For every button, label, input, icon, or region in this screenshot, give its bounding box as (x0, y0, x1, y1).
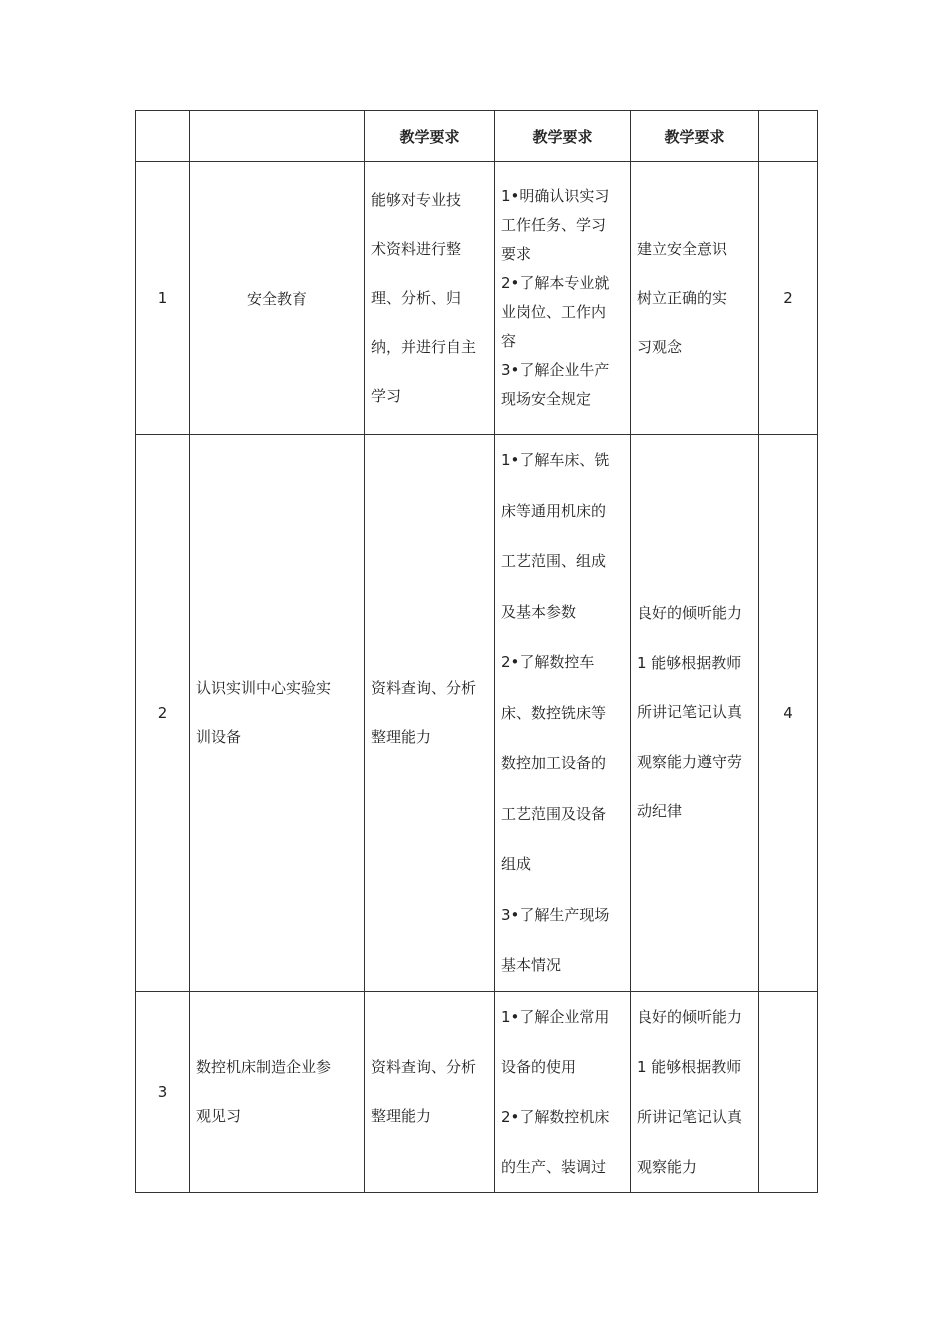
header-cell (190, 111, 365, 162)
table-header-row (136, 111, 818, 162)
table-row (136, 162, 818, 435)
row-hours: 2 (759, 162, 818, 435)
row-item: 安全教育 (190, 162, 365, 435)
row-quality: 良好的倾听能力 1 能够根据教师 所讲记笔记认真 观察能力遵守劳 动纪律 (631, 435, 759, 992)
row-item: 认识实训中心实验实 训设备 (190, 435, 365, 992)
header-cell: 教学要求 (631, 111, 759, 162)
row-number: 1 (136, 162, 190, 435)
row-quality: 建立安全意识 树立正确的实 习观念 (631, 162, 759, 435)
row-ability: 资料查询、分析 整理能力 (365, 991, 495, 1192)
table-row (136, 991, 818, 1192)
row-hours (759, 991, 818, 1192)
teaching-requirements-table (135, 110, 818, 1193)
header-cell: 教学要求 (365, 111, 495, 162)
row-knowledge: 1•了解企业常用 设备的使用 2•了解数控机床 的生产、装调过 (495, 991, 631, 1192)
row-quality: 良好的倾听能力 1 能够根据教师 所讲记笔记认真 观察能力 (631, 991, 759, 1192)
row-knowledge: 1•明确认识实习 工作任务、学习 要求 2•了解本专业就 业岗位、工作内 容 3•了解企业牛产 现场安全规定 (495, 162, 631, 435)
header-cell: 教学要求 (495, 111, 631, 162)
row-ability: 资料查询、分析 整理能力 (365, 435, 495, 992)
row-number: 3 (136, 991, 190, 1192)
row-knowledge: 1•了解车床、铣 床等通用机床的 工艺范围、组成 及基本参数 2•了解数控车 床、数控铣床等 数控加工设备的 工艺范围及设备 组成 3•了解生产现场 基本情况 (495, 435, 631, 992)
header-cell (136, 111, 190, 162)
table-row (136, 435, 818, 992)
row-ability: 能够对专业技 术资料进行整 理、分析、归 纳，并进行自主 学习 (365, 162, 495, 435)
row-item: 数控机床制造企业参 观见习 (190, 991, 365, 1192)
row-hours: 4 (759, 435, 818, 992)
header-cell (759, 111, 818, 162)
row-number: 2 (136, 435, 190, 992)
